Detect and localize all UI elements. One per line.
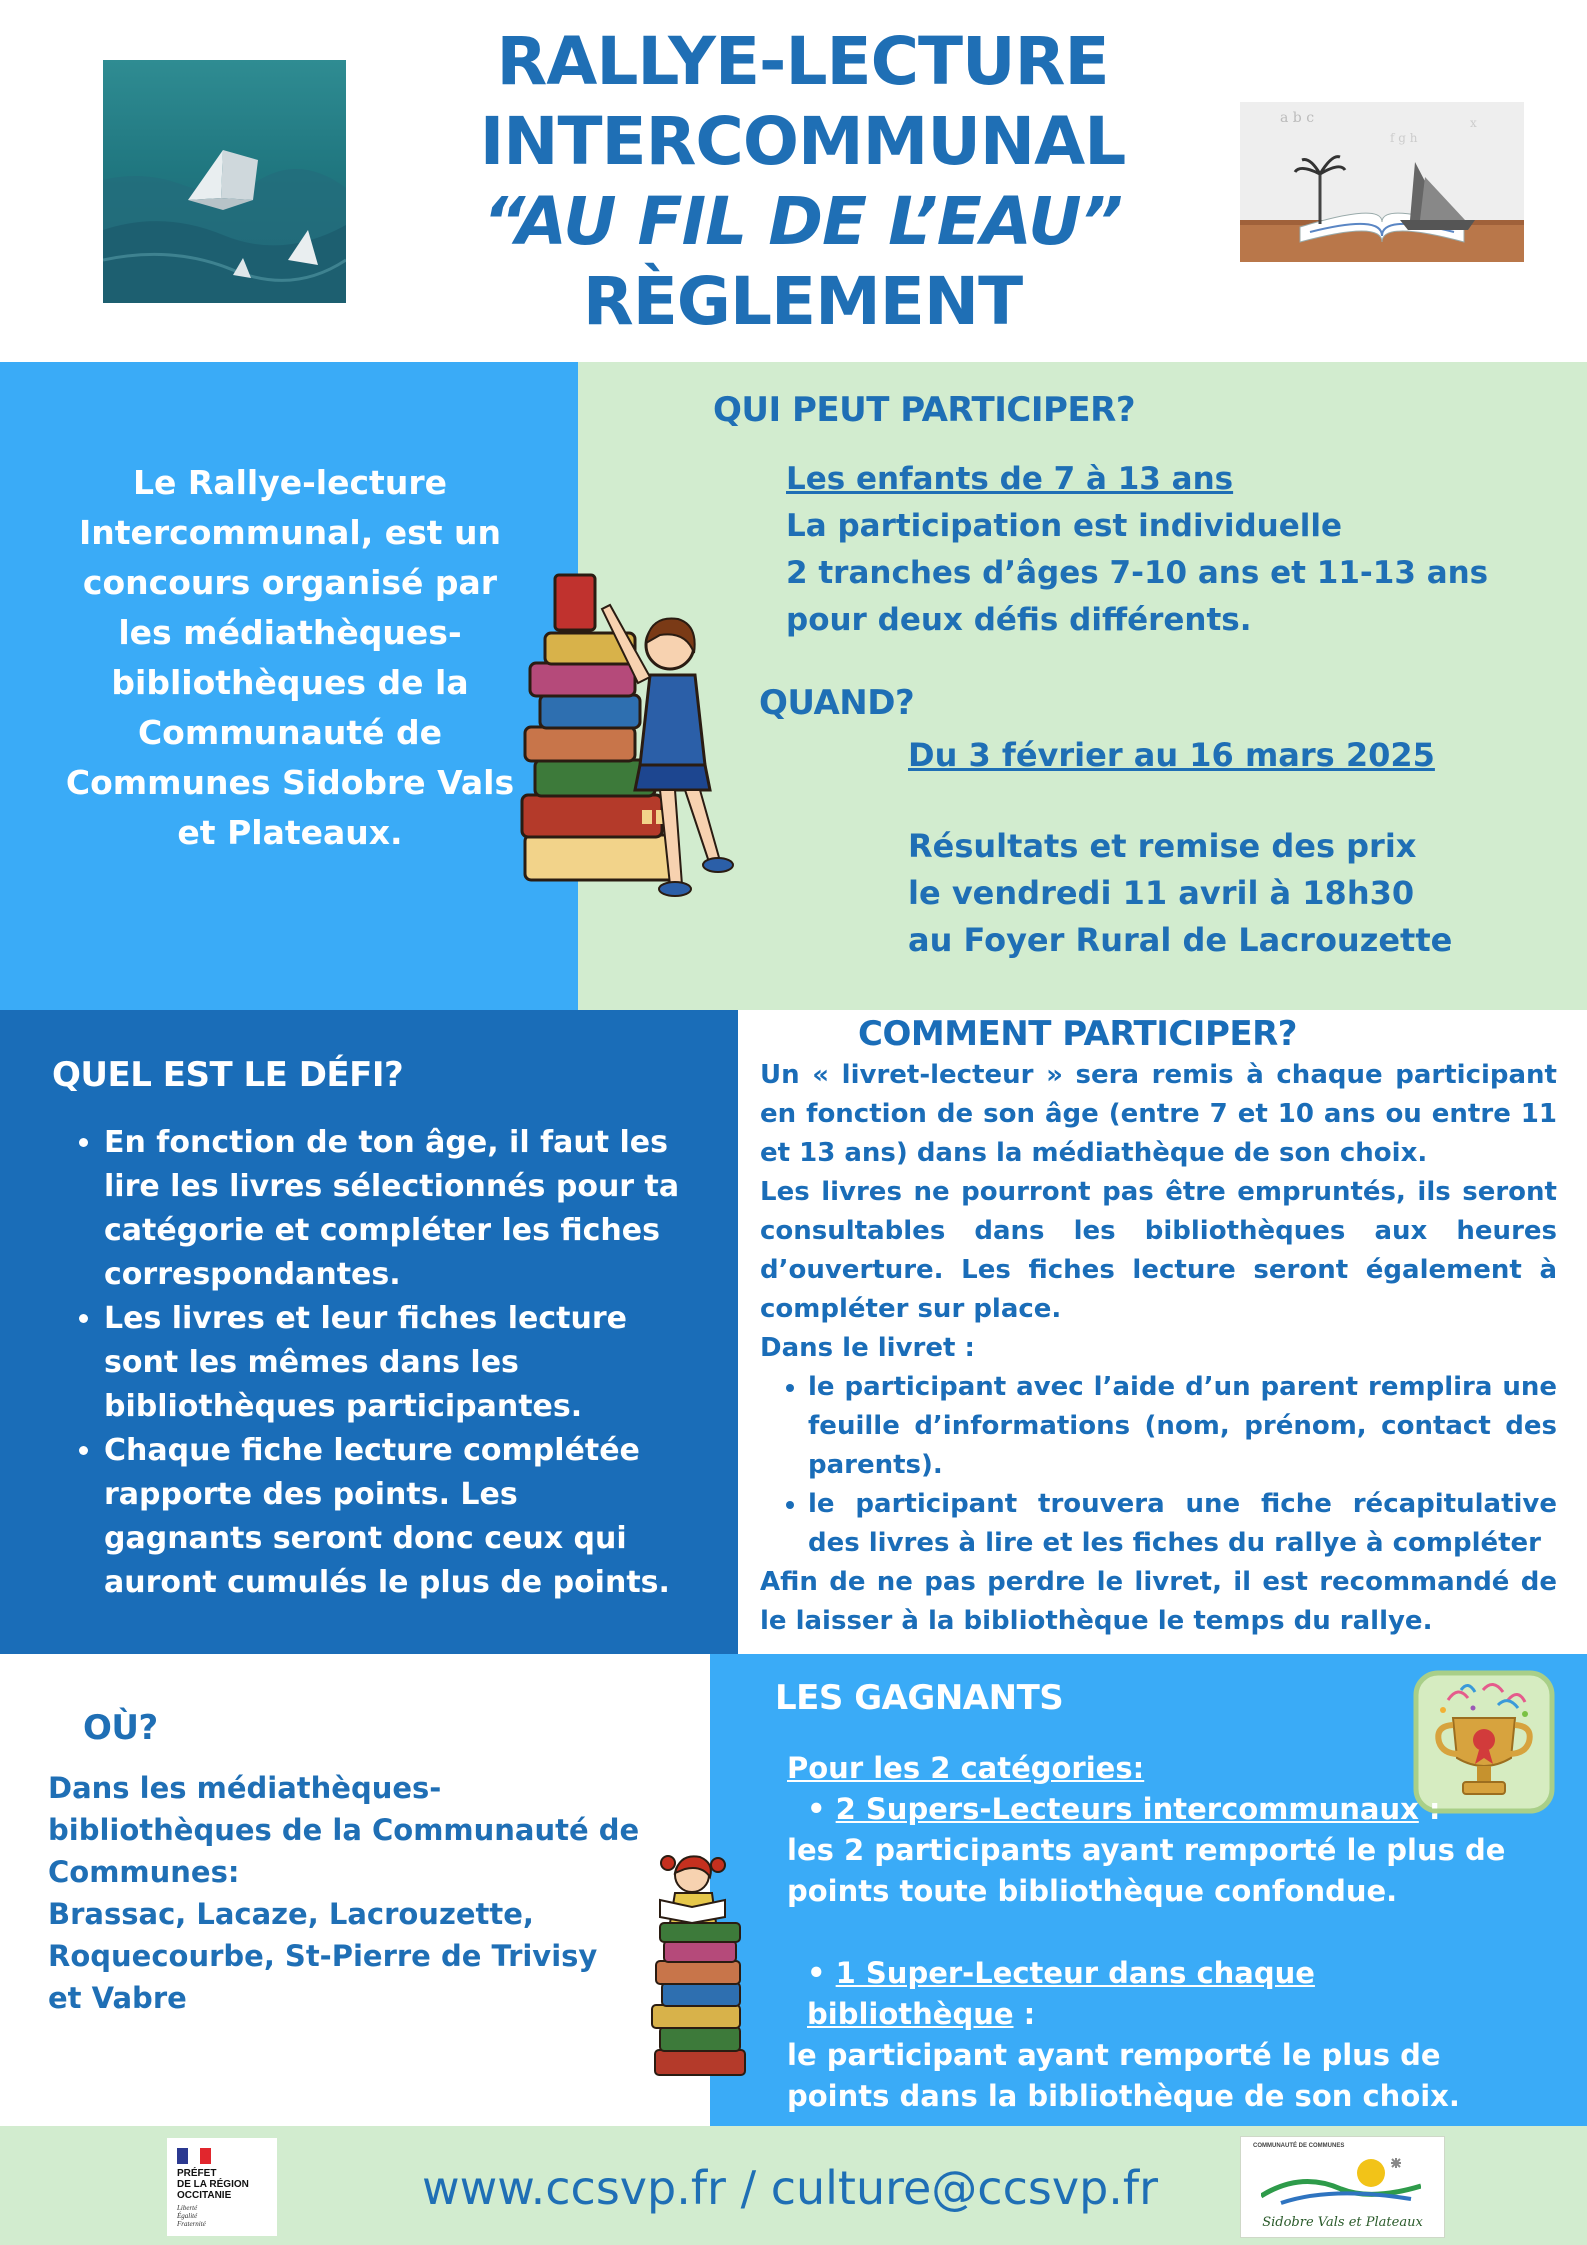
title-line-3: “AU FIL DE L’EAU”: [482, 183, 1123, 260]
prefet-line: DE LA RÉGION: [177, 2179, 249, 2190]
title-line-2: INTERCOMMUNAL: [479, 103, 1126, 180]
qui-line-individual: La participation est individuelle: [786, 508, 1343, 544]
quand-results: Résultats et remise des prix le vendredi 11 avril à 18h30 au Foyer Rural de Lacrouzette: [908, 827, 1453, 959]
title-line-1: RALLYE-LECTURE: [496, 23, 1109, 100]
defi-item: • En fonction de ton âge, il faut les lire les livres sélectionnés pour ta catégorie et compléter les fiches correspondantes.: [104, 1121, 682, 1297]
quand-dates: Du 3 février au 16 mars 2025: [908, 736, 1435, 774]
gagnants-item-2-suffix: :: [1013, 1997, 1036, 2031]
comment-p2: Les livres ne pourront pas être empruntés, ils seront consultables dans les bibliothèques aux heures d’ouverture. Les fiches lecture seront également à compléter sur place.: [760, 1177, 1557, 1324]
comment-p4: Afin de ne pas perdre le livret, il est recommandé de le laisser à la bibliothèque le temps du rallye.: [760, 1567, 1557, 1636]
comment-item: • le participant avec l’aide d’un parent remplira une feuille d’informations (nom, prénom, contact des parents).: [808, 1368, 1557, 1485]
prefet-line: PRÉFET: [177, 2168, 217, 2179]
gagnants-item-1-text: les 2 participants ayant remporté le plus de points toute bibliothèque confondue.: [787, 1833, 1506, 1908]
svg-text:x: x: [1470, 116, 1477, 130]
svg-text:f g h: f g h: [1390, 131, 1418, 145]
comment-p3: Dans le livret :: [760, 1333, 975, 1363]
girl-reading-illustration: [630, 1845, 760, 2080]
qui-heading: QUI PEUT PARTICIPER?: [713, 390, 1136, 430]
prefet-motto: Fraternité: [177, 2220, 206, 2228]
footer-contact[interactable]: www.ccsvp.fr / culture@ccsvp.fr: [421, 2161, 1159, 2215]
defi-item: • Chaque fiche lecture complétée rapporte des points. Les gagnants seront donc ceux qui auront cumulés le plus de points.: [104, 1429, 682, 1605]
gagnants-sub: Pour les 2 catégories:: [787, 1751, 1145, 1785]
title-line-4: RÈGLEMENT: [582, 263, 1023, 340]
defi-list: [70, 1121, 682, 1605]
ou-line: et Vabre: [48, 1981, 187, 2015]
defi-heading: QUEL EST LE DÉFI?: [52, 1055, 404, 1095]
ou-heading: OÙ?: [83, 1708, 158, 1748]
ou-content: [48, 1767, 668, 2019]
prefet-motto: Égalité: [177, 2212, 198, 2220]
comment-p1: Un « livret-lecteur » sera remis à chaque participant en fonction de son âge (entre 7 et 10 ans ou entre 11 et 13 ans) dans la médiathèque de son choix.: [760, 1060, 1557, 1168]
ou-line: bibliothèques de la Communauté de: [48, 1813, 640, 1847]
prefet-line: OCCITANIE: [177, 2190, 232, 2201]
header-image-open-book: [1240, 102, 1524, 262]
comment-item: • le participant trouvera une fiche récapitulative des livres à lire et les fiches du rallye à compléter: [808, 1485, 1557, 1563]
header-image-sea-books: [103, 60, 346, 303]
ccsvp-logo-name: Sidobre Vals et Plateaux: [1262, 2215, 1423, 2230]
ccsvp-landscape-icon: [1261, 2151, 1421, 2211]
gagnants-item-1: [787, 1789, 1507, 1830]
defi-item: • Les livres et leur fiches lecture sont les mêmes dans les bibliothèques participantes.: [104, 1297, 682, 1429]
intro-text: Le Rallye-lecture Intercommunal, est un concours organisé par les médiathèques-bibliothèques de la Communauté de Communes Sidobre Vals et Plateaux.: [65, 463, 515, 852]
gagnants-item-1-suffix: :: [1418, 1792, 1441, 1826]
prefet-motto: Liberté: [177, 2204, 198, 2212]
ou-line: Communes:: [48, 1855, 240, 1889]
comment-content: [760, 1056, 1557, 1641]
gagnants-item-2-label: 1 Super-Lecteur dans chaque bibliothèque: [807, 1956, 1315, 2031]
ou-line: Roquecourbe, St-Pierre de Trivisy: [48, 1939, 598, 1973]
gagnants-heading: LES GAGNANTS: [775, 1678, 1064, 1718]
gagnants-content: [787, 1748, 1507, 2117]
ou-line: Brassac, Lacaze, Lacrouzette,: [48, 1897, 534, 1931]
bullet-icon: •: [807, 1792, 836, 1826]
quand-heading: QUAND?: [759, 683, 915, 723]
svg-text:a b c: a b c: [1280, 110, 1315, 126]
gagnants-item-1-label: 2 Supers-Lecteurs intercommunaux: [835, 1792, 1419, 1826]
qui-line-defis: pour deux défis différents.: [786, 602, 1252, 638]
prefet-logo: [167, 2138, 277, 2236]
ou-line: Dans les médiathèques-: [48, 1771, 442, 1805]
bullet-icon: •: [807, 1956, 836, 1990]
ccsvp-logo-top: COMMUNAUTÉ DE COMMUNES: [1253, 2143, 1345, 2149]
girl-with-books-illustration: [510, 565, 740, 905]
qui-line-age: Les enfants de 7 à 13 ans: [786, 461, 1234, 497]
flag-icon: [177, 2148, 211, 2164]
gagnants-item-2-text: le participant ayant remporté le plus de points dans la bibliothèque de son choix.: [787, 2038, 1460, 2113]
qui-content: [786, 456, 1546, 644]
comment-heading: COMMENT PARTICIPER?: [858, 1014, 1297, 1054]
gagnants-item-2: [787, 1953, 1507, 2035]
ccsvp-logo: [1240, 2136, 1445, 2238]
qui-line-tranches: 2 tranches d’âges 7-10 ans et 11-13 ans: [786, 555, 1489, 591]
